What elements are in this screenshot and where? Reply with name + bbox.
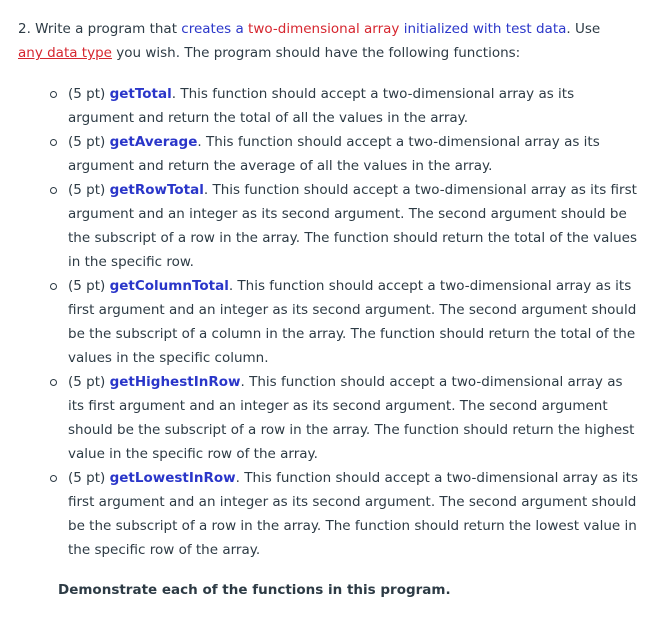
function-name: getHighestInRow (109, 374, 241, 390)
demonstrate-instruction: Demonstrate each of the functions in this program. (58, 582, 451, 598)
item-points: (5 pt) (68, 86, 110, 102)
list-item (68, 466, 641, 562)
intro-suffix: you wish. The program should have the following functions: (111, 45, 521, 61)
bullet-icon (50, 91, 57, 98)
item-points: (5 pt) (68, 182, 110, 198)
intro-after-highlight: . Use (566, 21, 601, 37)
function-description: . This function should accept a two-dimensional array as its first argument and an integer as its second argument. The second argument should be the subscript of a row in the array. The function should return the highest value in the specific row of the array. (68, 374, 635, 462)
intro-highlight-creates: creates a (181, 21, 249, 37)
intro-highlight-test-data: initialized with test data (399, 21, 567, 37)
item-points: (5 pt) (68, 470, 110, 486)
any-data-type-link[interactable]: any data type (18, 45, 112, 61)
function-name: getTotal (109, 86, 172, 102)
assignment-intro (18, 17, 641, 65)
list-item (68, 82, 641, 130)
item-points: (5 pt) (68, 278, 110, 294)
function-name: getRowTotal (109, 182, 204, 198)
intro-highlight-2d-array: two-dimensional array (248, 21, 400, 37)
function-description: . This function should accept a two-dimensional array as its argument and return the total of all the values in the array. (68, 86, 575, 126)
function-description: . This function should accept a two-dimensional array as its first argument and an integer as its second argument. The second argument should be the subscript of a row in the array. The function should return the lowest value in the specific row of the array. (68, 470, 639, 558)
list-item (68, 370, 641, 466)
bullet-icon (50, 139, 57, 146)
function-description: . This function should accept a two-dimensional array as its first argument and an integer as its second argument. The second argument should be the subscript of a row in the array. The function should return the total of the values in the specific row. (68, 182, 638, 270)
function-name: getAverage (109, 134, 198, 150)
function-description: . This function should accept a two-dimensional array as its first argument and an integer as its second argument. The second argument should be the subscript of a column in the array. The function should return the total of the values in the specific column. (68, 278, 637, 366)
bullet-icon (50, 283, 57, 290)
item-points: (5 pt) (68, 374, 110, 390)
list-item (68, 274, 641, 370)
list-item (68, 178, 641, 274)
function-name: getLowestInRow (109, 470, 236, 486)
item-points: (5 pt) (68, 134, 110, 150)
function-list (18, 82, 641, 562)
bullet-icon (50, 379, 57, 386)
list-item (68, 130, 641, 178)
function-name: getColumnTotal (109, 278, 229, 294)
bullet-icon (50, 475, 57, 482)
bullet-icon (50, 187, 57, 194)
intro-prefix: 2. Write a program that (18, 21, 182, 37)
function-description: . This function should accept a two-dimensional array as its argument and return the average of all the values in the array. (68, 134, 600, 174)
